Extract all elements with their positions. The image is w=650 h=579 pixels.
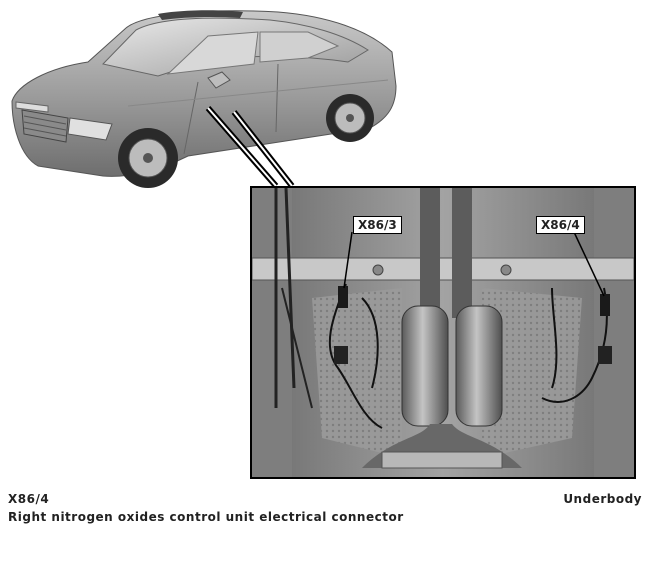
underbody-photo	[250, 186, 636, 479]
component-code: X86/4	[8, 492, 50, 506]
component-description: Right nitrogen oxides control unit electrical connector	[8, 510, 404, 524]
connector-x86-4	[600, 294, 610, 316]
callout-x86-3: X86/3	[353, 216, 402, 234]
callout-x86-4: X86/4	[536, 216, 585, 234]
car-illustration	[8, 6, 400, 191]
connector-x86-3	[338, 286, 348, 308]
location-label: Underbody	[563, 492, 642, 506]
